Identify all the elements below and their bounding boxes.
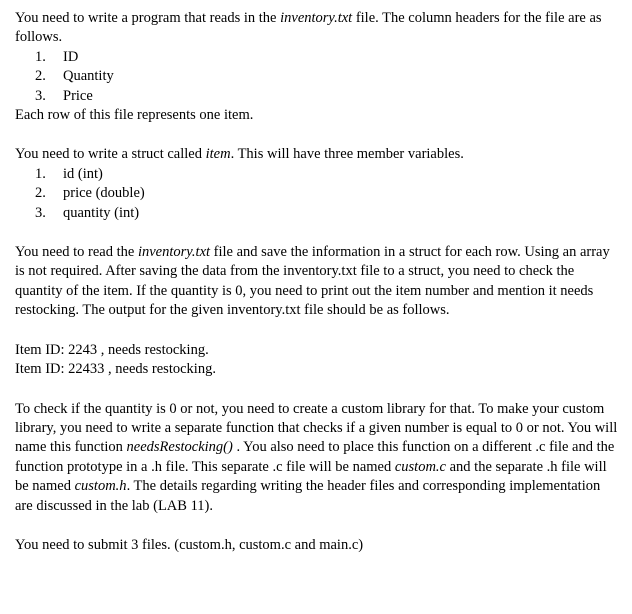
member-variables-list <box>15 165 620 223</box>
submit-note: You need to submit 3 files. (custom.h, custom.c and main.c) <box>15 536 364 553</box>
list-item: 3. quantity (int) <box>35 204 140 221</box>
read-paragraph: You need to read the inventory.txt file and save the information in a struct for each row. Using an array is not required. After saving the data from the inventory.txt file to a struct, you need to check the quantity of the item. If the quantity is 0, you need to print out the item number and mention it needs restocking. The output for the given inventory.txt file should be as follows. <box>15 244 610 319</box>
inventory-filename: inventory.txt <box>280 10 353 26</box>
output-line: Item ID: 2243 , needs restocking. <box>15 341 209 358</box>
list-item: 1. ID <box>35 48 79 65</box>
column-headers-list <box>15 48 620 106</box>
list-item: 2. Quantity <box>35 68 114 85</box>
list-item: 1. id (int) <box>35 165 103 182</box>
struct-name: item <box>205 146 231 163</box>
library-paragraph: To check if the quantity is 0 or not, you need to create a custom library for that. To make your custom library, you need to write a separate function that checks if a given number is equal to 0 or not. You will name this function needsRestocking() . You also need to place this function on a different .c file and the function prototype in a .h file. This separate .c file will be named custom.c and the separate .h file will be named custom.h. The details regarding writing the header files and corresponding implementation are discussed in the lab (LAB 11). <box>15 400 618 514</box>
intro-paragraph: You need to write a program that reads in the inventory.txt file. The column headers for the file are as follows. <box>15 10 602 46</box>
c-filename: custom.c <box>394 458 446 475</box>
h-filename: custom.h <box>74 478 127 495</box>
inventory-filename: inventory.txt <box>137 244 211 261</box>
row-note: Each row of this file represents one item. <box>15 107 254 124</box>
struct-paragraph: You need to write a struct called item. This will have three member variables. <box>15 146 464 163</box>
function-name: needsRestocking() <box>126 439 233 456</box>
list-item: 2. price (double) <box>35 185 145 202</box>
output-line: Item ID: 22433 , needs restocking. <box>15 361 216 378</box>
list-item: 3. Price <box>35 87 93 104</box>
